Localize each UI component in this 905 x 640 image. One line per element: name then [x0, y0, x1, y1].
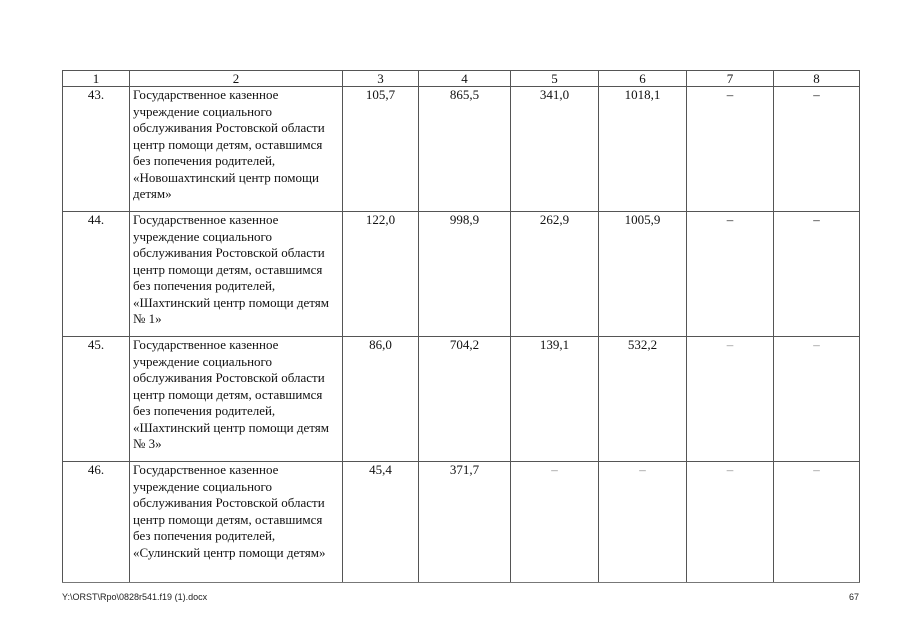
table-row: [63, 337, 860, 462]
institution-name: Государственное казенное учреждение социального обслуживания Ростовской области центр помощи детям, оставшимся без попечения родителей, «Шахтинский центр помощи детям № 3»: [130, 337, 343, 462]
cell-col7: –: [687, 212, 774, 337]
cell-col8: –: [774, 87, 860, 212]
column-header: 2: [130, 71, 343, 87]
budget-table: [62, 70, 860, 583]
table-row: [63, 212, 860, 337]
institution-name: Государственное казенное учреждение социального обслуживания Ростовской области центр помощи детям, оставшимся без попечения родителей, «Новошахтинский центр помощи детям»: [130, 87, 343, 212]
institution-name: Государственное казенное учреждение социального обслуживания Ростовской области центр помощи детям, оставшимся без попечения родителей, «Шахтинский центр помощи детям № 1»: [130, 212, 343, 337]
cell-col3: 86,0: [343, 337, 419, 462]
table-row: [63, 462, 860, 583]
cell-col5: –: [511, 462, 599, 583]
cell-col3: 45,4: [343, 462, 419, 583]
institution-name: Государственное казенное учреждение социального обслуживания Ростовской области центр помощи детям, оставшимся без попечения родителей, «Сулинский центр помощи детям»: [130, 462, 343, 583]
column-header: 1: [63, 71, 130, 87]
page-number: 67: [848, 592, 859, 602]
cell-col7: –: [687, 87, 774, 212]
column-header: 4: [419, 71, 511, 87]
row-number: 43.: [63, 87, 130, 212]
row-number: 46.: [63, 462, 130, 583]
cell-col4: 998,9: [419, 212, 511, 337]
footer-file-path: Y:\ORST\Rpo\0828r541.f19 (1).docx: [62, 592, 208, 602]
cell-col8: –: [774, 462, 860, 583]
row-number: 45.: [63, 337, 130, 462]
column-header: 5: [511, 71, 599, 87]
cell-col7: –: [687, 462, 774, 583]
column-header: 6: [599, 71, 687, 87]
cell-col5: 262,9: [511, 212, 599, 337]
column-header: 3: [343, 71, 419, 87]
cell-col4: 371,7: [419, 462, 511, 583]
cell-col6: 1018,1: [599, 87, 687, 212]
table-header-row: [63, 71, 860, 87]
cell-col5: 139,1: [511, 337, 599, 462]
cell-col6: –: [599, 462, 687, 583]
cell-col6: 532,2: [599, 337, 687, 462]
cell-col5: 341,0: [511, 87, 599, 212]
cell-col7: –: [687, 337, 774, 462]
cell-col6: 1005,9: [599, 212, 687, 337]
cell-col4: 704,2: [419, 337, 511, 462]
column-header: 7: [687, 71, 774, 87]
table-row: [63, 87, 860, 212]
row-number: 44.: [63, 212, 130, 337]
cell-col3: 105,7: [343, 87, 419, 212]
cell-col4: 865,5: [419, 87, 511, 212]
cell-col8: –: [774, 337, 860, 462]
cell-col3: 122,0: [343, 212, 419, 337]
cell-col8: –: [774, 212, 860, 337]
column-header: 8: [774, 71, 860, 87]
